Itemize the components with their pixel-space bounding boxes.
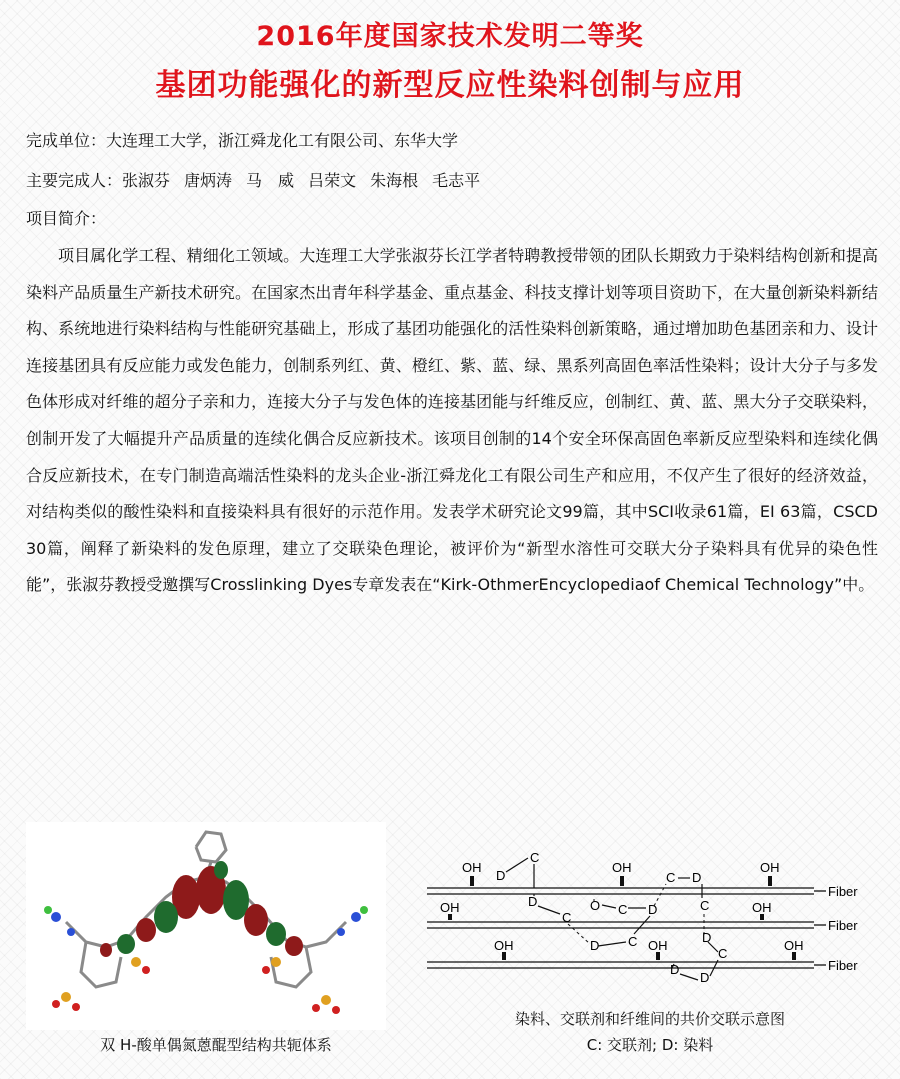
dye-label: D (700, 970, 710, 985)
main-contributors (26, 168, 494, 191)
people-label: 主要完成人： (26, 171, 123, 190)
oh-label: OH (494, 938, 514, 953)
crosslinker-label: C (618, 902, 628, 917)
fiber-label: Fiber (828, 918, 858, 933)
crosslinker-label: C (666, 870, 676, 885)
oh-label: OH (462, 860, 482, 875)
intro-paragraph: 项目属化学工程、精细化工领域。大连理工大学张淑芬长江学者特聘教授带领的团队长期致力于染料结构创新和提高染料产品质量生产新技术研究。在国家杰出青年科学基金、重点基金、科技支撑计划等项目资助下，在大量创新染料新结构、系统地进行染料结构与性能研究基础上，形成了基团功能强化的活性染料创新策略，通过增加助色基团亲和力、设计连接基团具有反应能力或发色能力，创制系列红、黄、橙红、紫、蓝、绿、黑系列高固色率活性染料；设计大分子与多发色体形成对纤维的超分子亲和力，连接大分子与发色体的连接基团能与纤维反应，创制红、黄、蓝、黑大分子交联染料，创制开发了大幅提升产品质量的连续化偶合反应新技术。该项目创制的14个安全环保高固色率新反应型染料和连续化偶合反应新技术，在专门制造高端活性染料的龙头企业-浙江舜龙化工有限公司生产和应用，不仅产生了很好的经济效益，对结构类似的酸性染料和直接染料具有很好的示范作用。发表学术研究论文99篇，其中SCI收录61篇，EI 63篇，CSCD 30篇，阐释了新染料的发色原理，建立了交联染色理论，被评价为“新型水溶性可交联大分子染料具有优异的染色性能”，张淑芬教授受邀撰写Crosslinking Dyes专章发表在“Kirk-OthmerEncyclopediaof Chemical Technology”中。 (26, 246, 878, 595)
orbital-lobes (100, 861, 303, 957)
dye-label: D (692, 870, 702, 885)
dye-label: D (702, 930, 712, 945)
dye-label: D (670, 962, 680, 977)
project-title: 基团功能强化的新型反应性染料创制与应用 (155, 68, 745, 103)
fiber-label: Fiber (828, 958, 858, 973)
person-name: 朱海根 (370, 171, 419, 190)
oh-label: OH (760, 860, 780, 875)
oh-label: OH (440, 900, 460, 915)
oh-label: OH (612, 860, 632, 875)
person-name: 毛志平 (432, 171, 481, 190)
fiber-labels (828, 884, 858, 973)
dye-label: D (590, 938, 600, 953)
left-figure-caption: 双 H-酸单偶氮蒽醌型结构共轭体系 (100, 1036, 332, 1054)
dye-label: D (496, 868, 506, 883)
crosslinker-label: C (530, 850, 540, 865)
crosslinker-label: C (562, 910, 572, 925)
dye-label: D (648, 902, 658, 917)
right-figure-legend: C: 交联剂; D: 染料 (586, 1036, 714, 1054)
molecule-orbital-figure (26, 822, 386, 1030)
oh-label: OH (784, 938, 804, 953)
right-figure-caption: 染料、交联剂和纤维间的共价交联示意图 (514, 1010, 785, 1028)
molecule-orbital-image (26, 822, 386, 1030)
unit-label: 完成单位： (26, 131, 107, 150)
unit-value: 大连理工大学，浙江舜龙化工有限公司、东华大学 (106, 131, 459, 150)
person-name: 吕荣文 (308, 171, 357, 190)
dye-label: D (528, 894, 538, 909)
person-name: 马 威 (246, 171, 295, 190)
fiber-label: Fiber (828, 884, 858, 899)
crosslink-diagram (422, 850, 874, 1010)
crosslinker-label: C (718, 946, 728, 961)
award-title: 2016年度国家技术发明二等奖 (256, 21, 644, 52)
crosslinker-label: C (700, 898, 710, 913)
person-name: 张淑芬 (122, 171, 171, 190)
oh-label: OH (648, 938, 668, 953)
crosslinker-label: C (628, 934, 638, 949)
crosslink-diagram-svg (422, 850, 874, 1010)
person-name: 唐炳涛 (184, 171, 233, 190)
completion-unit (26, 128, 458, 151)
molecule-atoms (44, 906, 368, 1014)
intro-label: 项目简介： (26, 209, 107, 228)
oh-label: OH (752, 900, 772, 915)
oxygen-label: O (590, 898, 601, 913)
